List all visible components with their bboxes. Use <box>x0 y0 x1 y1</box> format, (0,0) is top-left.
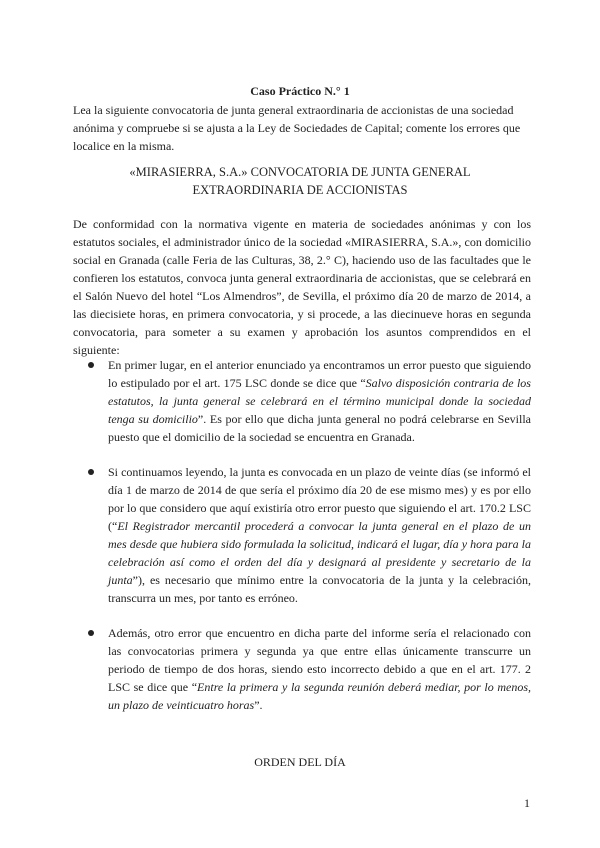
error-text-before: En primer lugar, en el anterior enunciado ya encontramos un error puesto que siguiendo lo estipulado por el art. 175 LSC donde se dice que “ <box>108 358 531 390</box>
error-quote: El Registrador mercantil procederá a convocar la junta general en el plazo de un mes desde que hubiera sido formulada la solicitud, indicará el lugar, día y hora para la celebración así como el orden del día y designará al presidente y secretario de la junta <box>108 519 531 587</box>
error-item-3 <box>88 624 531 714</box>
bullet-icon <box>88 630 94 636</box>
error-text-after: ”. Es por ello que dicha junta general no podrá celebrarse en Sevilla puesto que el domicilio de la sociedad se encuentra en Granada. <box>108 412 531 444</box>
error-text-before: Además, otro error que encuentro en dicha parte del informe sería el relacionado con las convocatorias primera y segunda ya que entre ellas únicamente transcurre un periodo de tiempo de dos horas, siendo esto incorrecto debido a que en el art. 177. 2 LSC se dice que “ <box>108 626 531 694</box>
error-text-after: ”. <box>254 698 263 712</box>
orden-del-dia-title: ORDEN DEL DÍA <box>254 755 346 769</box>
convocatoria-body: De conformidad con la normativa vigente en materia de sociedades anónimas y con los estatutos sociales, el administrador único de la sociedad «MIRASIERRA, S.A.», con domicilio social en Granada (calle Feria de las Culturas, 38, 2.° C), haciendo uso de las facultades que le confieren los estatutos, convoca junta general extraordinaria de accionistas, que se celebrará en el Salón Nuevo del hotel “Los Almendros”, de Sevilla, el próximo día 20 de marzo de 2014, a las diecisiete horas, en primera convocatoria, y si procede, a las diecinueve horas en segunda convocatoria, para someter a su examen y aprobación los asuntos comprendidos en el siguiente: <box>73 217 531 357</box>
bullet-icon <box>88 362 94 368</box>
bullet-icon <box>88 469 94 475</box>
error-list <box>88 356 531 731</box>
error-text-after: ”), es necesario que mínimo entre la convocatoria de la junta y la celebración, transcurra un mes, por tanto es erróneo. <box>108 573 531 605</box>
error-item-2 <box>88 463 531 607</box>
page-number: 1 <box>524 796 530 810</box>
document-title: Caso Práctico N.° 1 <box>250 84 350 98</box>
error-item-1 <box>88 356 531 446</box>
error-quote: Salvo disposición contraria de los estatutos, la junta general se celebrará en el término municipal donde la sociedad tenga su domicilio <box>108 376 531 426</box>
error-text-before: Si continuamos leyendo, la junta es convocada en un plazo de veinte días (se informó el día 1 de marzo de 2014 de que sería el próximo día 20 de ese mismo mes) y es por ello por lo que considero que aquí existiría otro error puesto que siguiendo el art. 170.2 LSC (“ <box>108 465 531 533</box>
convocatoria-heading: «MIRASIERRA, S.A.» CONVOCATORIA DE JUNTA GENERAL EXTRAORDINARIA DE ACCIONISTAS <box>129 165 471 197</box>
error-quote: Entre la primera y la segunda reunión deberá mediar, por lo menos, un plazo de veinticuatro horas <box>108 680 531 712</box>
intro-paragraph: Lea la siguiente convocatoria de junta general extraordinaria de accionistas de una sociedad anónima y compruebe si se ajusta a la Ley de Sociedades de Capital; comente los errores que localice en la misma. <box>73 103 521 153</box>
